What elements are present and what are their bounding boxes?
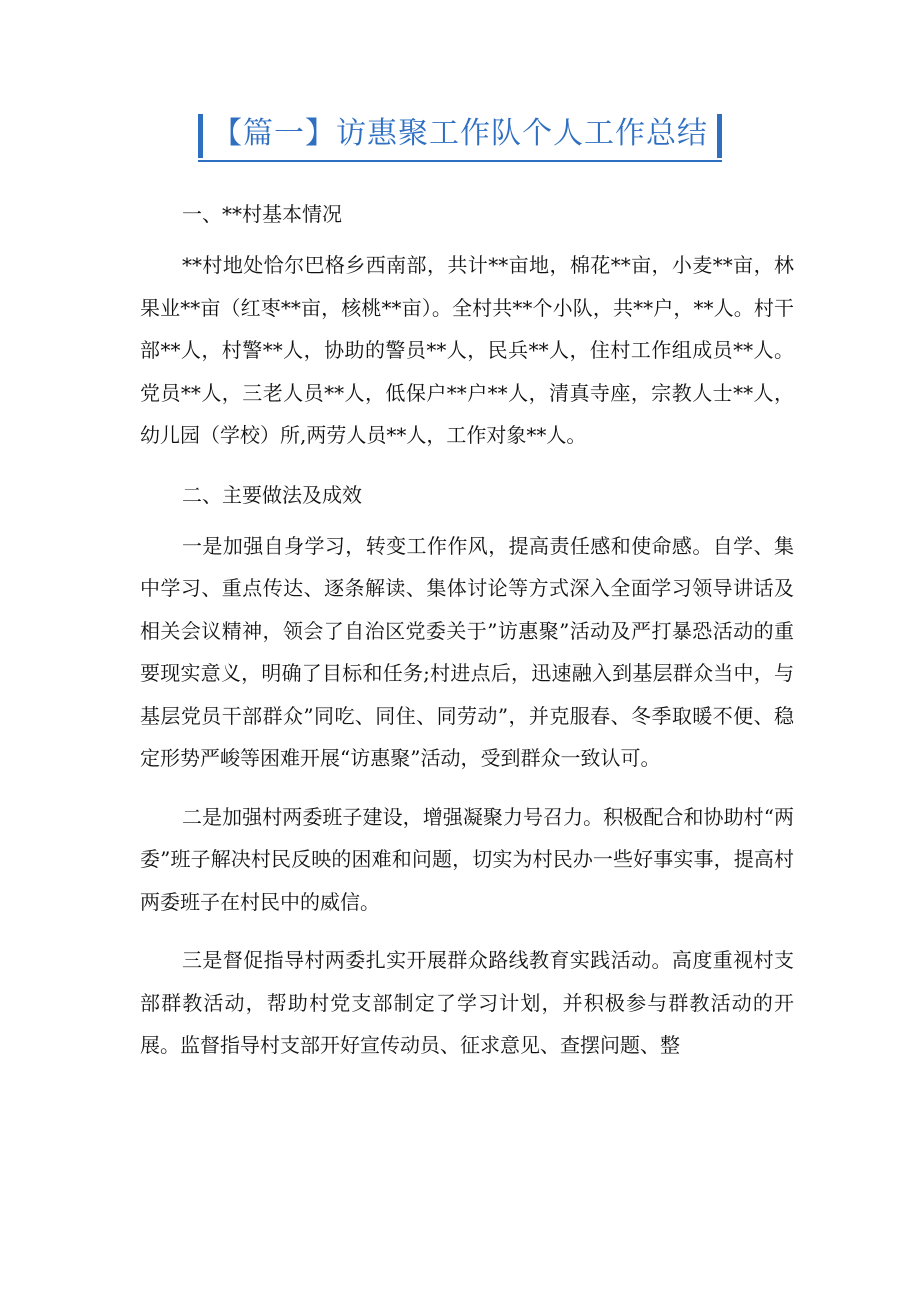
section-2-paragraph-2: 二是加强村两委班子建设，增强凝聚力号召力。积极配合和协助村“两委”班子解决村民反映的困难和问题，切实为村民办一些好事实事，提高村两委班子在村民中的威信。	[140, 804, 794, 914]
document-body	[140, 190, 794, 1067]
document-title	[198, 112, 722, 162]
title-right-bar	[717, 114, 722, 158]
section-2-paragraph-3: 三是督促指导村两委扎实开展群众路线教育实践活动。高度重视村支部群教活动，帮助村党支部制定了学习计划，并积极参与群教活动的开展。监督指导村支部开好宣传动员、征求意见、查摆问题、整	[140, 948, 794, 1057]
section-heading-1: 一、**村基本情况	[182, 202, 342, 226]
section-heading-2: 二、主要做法及成效	[182, 482, 362, 507]
section-1-paragraph-1: **村地处恰尔巴格乡西南部，共计**亩地，棉花**亩，小麦**亩，林果业**亩（红枣**亩，核桃**亩）。全村共**个小队，共**户，**人。村干部**人，村警**人，协助的警员**人，民兵**人，住村工作组成员**人。党员**人，三老人员**人，低保户**户**人，清真寺座，宗教人士**人，幼儿园（学校）所,两劳人员**人，工作对象**人。	[140, 253, 794, 447]
title-area	[0, 112, 920, 162]
section-2-paragraph-1: 一是加强自身学习，转变工作作风，提高责任感和使命感。自学、集中学习、重点传达、逐条解读、集体讨论等方式深入全面学习领导讲话及相关会议精神，领会了自治区党委关于”访惠聚”活动及严打暴恐活动的重要现实意义，明确了目标和任务;村进点后，迅速融入到基层群众当中，与基层党员干部群众”同吃、同住、同劳动”，并克服春、冬季取暖不便、稳定形势严峻等困难开展“访惠聚”活动，受到群众一致认可。	[140, 533, 794, 770]
title-left-bar	[198, 114, 203, 158]
document-title-text: 【篇一】访惠聚工作队个人工作总结	[212, 116, 708, 151]
